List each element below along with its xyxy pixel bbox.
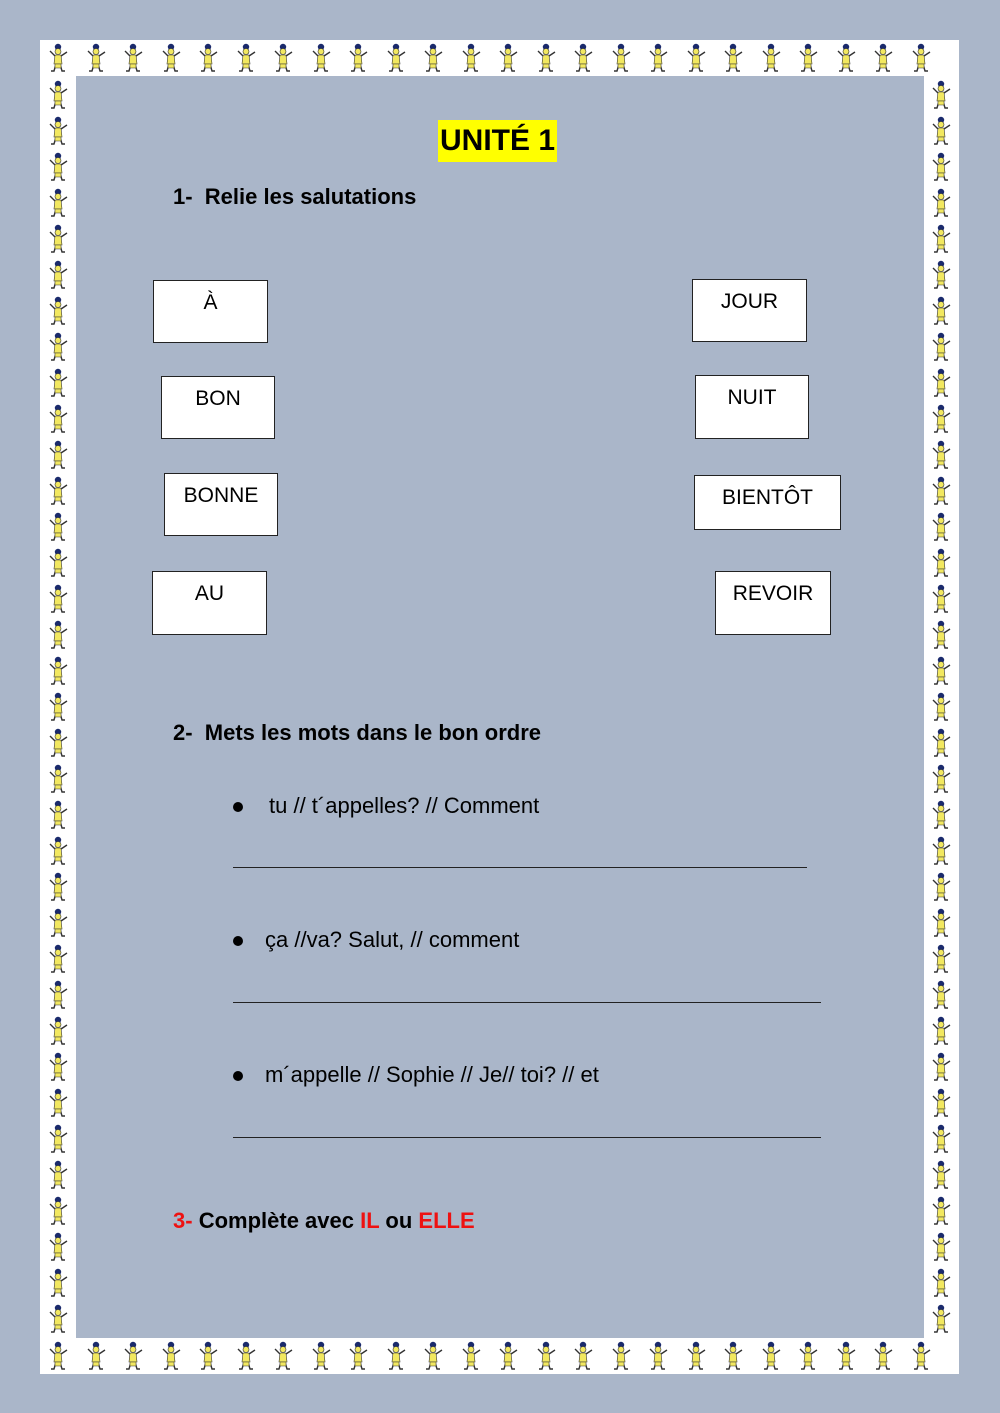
dancing-figure-icon [873,1341,895,1371]
word-box-right-3[interactable]: BIENTÔT [694,475,841,530]
dancing-figure-icon [931,368,953,398]
word-box-right-4[interactable]: REVOIR [715,571,831,635]
word-elle: ELLE [418,1208,475,1233]
answer-line-3[interactable] [233,1137,821,1138]
dancing-figure-icon [48,224,70,254]
dancing-figure-icon [86,43,108,73]
dancing-figure-icon [236,1341,258,1371]
dancing-figure-icon [48,584,70,614]
dancing-figure-icon [198,43,220,73]
dancing-figure-icon [48,476,70,506]
dancing-figure-icon [931,1196,953,1226]
dancing-figure-icon [498,43,520,73]
dancing-figure-icon [161,43,183,73]
answer-line-1[interactable] [233,867,807,868]
dancing-figure-icon [386,43,408,73]
dancing-figure-icon [611,1341,633,1371]
dancing-figure-icon [48,620,70,650]
dancing-figure-icon [461,1341,483,1371]
dancing-figure-icon [931,404,953,434]
dancing-figure-icon [236,43,258,73]
section-1-title: Relie les salutations [204,184,417,209]
answer-line-2[interactable] [233,1002,821,1003]
decorative-border-bottom [40,1338,959,1374]
dancing-figure-icon [123,1341,145,1371]
dancing-figure-icon [931,584,953,614]
dancing-figure-icon [198,1341,220,1371]
dancing-figure-icon [48,1088,70,1118]
dancing-figure-icon [48,836,70,866]
dancing-figure-icon [48,548,70,578]
dancing-figure-icon [611,43,633,73]
dancing-figure-icon [348,1341,370,1371]
dancing-figure-icon [931,296,953,326]
dancing-figure-icon [931,188,953,218]
dancing-figure-icon [761,43,783,73]
dancing-figure-icon [48,764,70,794]
word-box-right-2[interactable]: NUIT [695,375,809,439]
dancing-figure-icon [836,43,858,73]
list-item [233,1062,599,1088]
section-2-heading [173,720,541,746]
bullet-icon [233,936,243,946]
dancing-figure-icon [761,1341,783,1371]
section-3-heading [173,1208,475,1234]
list-item [233,793,539,819]
scrambled-sentence-3: m´appelle // Sophie // Je// toi? // et [265,1062,599,1087]
dancing-figure-icon [686,43,708,73]
list-item [233,927,519,953]
dancing-figure-icon [48,512,70,542]
dancing-figure-icon [573,43,595,73]
dancing-figure-icon [536,43,558,73]
dancing-figure-icon [48,1196,70,1226]
dancing-figure-icon [931,512,953,542]
dancing-figure-icon [648,43,670,73]
dancing-figure-icon [48,692,70,722]
dancing-figure-icon [931,836,953,866]
dancing-figure-icon [931,80,953,110]
dancing-figure-icon [48,1160,70,1190]
dancing-figure-icon [931,1232,953,1262]
word-box-left-1[interactable]: À [153,280,268,343]
decorative-border-top [40,40,959,76]
dancing-figure-icon [48,980,70,1010]
dancing-figure-icon [723,43,745,73]
dancing-figure-icon [931,332,953,362]
dancing-figure-icon [48,260,70,290]
dancing-figure-icon [48,656,70,686]
dancing-figure-icon [648,1341,670,1371]
section-3-text-before: Complète avec [198,1208,354,1233]
section-3-number: 3- [173,1208,193,1233]
page-title: UNITÉ 1 [438,120,557,162]
dancing-figure-icon [931,656,953,686]
dancing-figure-icon [48,1304,70,1334]
dancing-figure-icon [931,728,953,758]
dancing-figure-icon [48,1124,70,1154]
dancing-figure-icon [911,1341,933,1371]
dancing-figure-icon [798,43,820,73]
dancing-figure-icon [48,80,70,110]
bullet-icon [233,802,243,812]
dancing-figure-icon [161,1341,183,1371]
dancing-figure-icon [48,152,70,182]
dancing-figure-icon [423,43,445,73]
word-box-right-1[interactable]: JOUR [692,279,807,342]
decorative-border-left [40,76,76,1338]
dancing-figure-icon [48,116,70,146]
bullet-icon [233,1071,243,1081]
dancing-figure-icon [931,476,953,506]
dancing-figure-icon [461,43,483,73]
dancing-figure-icon [836,1341,858,1371]
dancing-figure-icon [48,368,70,398]
dancing-figure-icon [423,1341,445,1371]
dancing-figure-icon [931,224,953,254]
scrambled-sentence-1: tu // t´appelles? // Comment [269,793,540,818]
decorative-border-right [924,76,959,1338]
section-2-number: 2- [173,720,193,745]
dancing-figure-icon [931,944,953,974]
dancing-figure-icon [273,1341,295,1371]
section-2-title: Mets les mots dans le bon ordre [204,720,541,745]
dancing-figure-icon [931,1052,953,1082]
dancing-figure-icon [911,43,933,73]
dancing-figure-icon [48,332,70,362]
worksheet-page [76,76,924,1338]
dancing-figure-icon [48,296,70,326]
dancing-figure-icon [931,800,953,830]
dancing-figure-icon [48,1232,70,1262]
dancing-figure-icon [873,43,895,73]
dancing-figure-icon [931,692,953,722]
dancing-figure-icon [311,43,333,73]
scrambled-sentence-2: ça //va? Salut, // comment [265,927,520,952]
dancing-figure-icon [348,43,370,73]
dancing-figure-icon [311,1341,333,1371]
dancing-figure-icon [931,620,953,650]
dancing-figure-icon [723,1341,745,1371]
dancing-figure-icon [123,43,145,73]
dancing-figure-icon [931,260,953,290]
dancing-figure-icon [931,1304,953,1334]
dancing-figure-icon [498,1341,520,1371]
dancing-figure-icon [931,764,953,794]
dancing-figure-icon [48,1268,70,1298]
dancing-figure-icon [931,440,953,470]
section-1-number: 1- [173,184,193,209]
dancing-figure-icon [931,1124,953,1154]
dancing-figure-icon [86,1341,108,1371]
dancing-figure-icon [48,908,70,938]
dancing-figure-icon [48,1016,70,1046]
dancing-figure-icon [931,908,953,938]
dancing-figure-icon [931,1160,953,1190]
word-box-left-3[interactable]: BONNE [164,473,278,536]
dancing-figure-icon [48,404,70,434]
dancing-figure-icon [686,1341,708,1371]
word-box-left-2[interactable]: BON [161,376,275,439]
dancing-figure-icon [931,1016,953,1046]
dancing-figure-icon [536,1341,558,1371]
dancing-figure-icon [48,440,70,470]
dancing-figure-icon [48,43,70,73]
dancing-figure-icon [48,872,70,902]
dancing-figure-icon [273,43,295,73]
dancing-figure-icon [798,1341,820,1371]
dancing-figure-icon [931,980,953,1010]
dancing-figure-icon [931,1088,953,1118]
section-3-text-middle: ou [385,1208,413,1233]
dancing-figure-icon [48,1052,70,1082]
dancing-figure-icon [931,1268,953,1298]
word-il: IL [360,1208,380,1233]
dancing-figure-icon [48,944,70,974]
dancing-figure-icon [931,548,953,578]
word-box-left-4[interactable]: AU [152,571,267,635]
dancing-figure-icon [48,1341,70,1371]
dancing-figure-icon [48,728,70,758]
dancing-figure-icon [931,872,953,902]
dancing-figure-icon [386,1341,408,1371]
dancing-figure-icon [931,116,953,146]
dancing-figure-icon [573,1341,595,1371]
dancing-figure-icon [48,188,70,218]
dancing-figure-icon [931,152,953,182]
section-1-heading [173,184,416,210]
dancing-figure-icon [48,800,70,830]
